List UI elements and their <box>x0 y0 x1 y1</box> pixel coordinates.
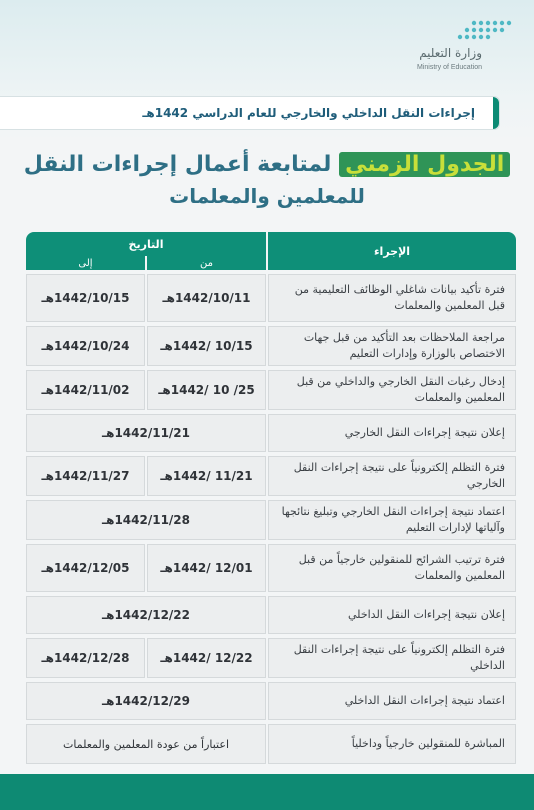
header-from: من <box>147 256 266 270</box>
table-row <box>26 326 516 366</box>
row-date: 1442/11/28هـ <box>26 500 266 540</box>
ministry-logo <box>408 18 518 78</box>
table-row <box>26 370 516 410</box>
title-rest: لمتابعة أعمال إجراءات النقل <box>23 152 332 177</box>
row-date-from: 1442/10/11هـ <box>147 274 266 322</box>
ministry-name-ar: وزارة التعليم <box>419 46 482 60</box>
row-date-to: 1442/11/27هـ <box>26 456 145 496</box>
page-subtitle: للمعلمين والمعلمات <box>169 184 365 208</box>
table-row <box>26 414 516 452</box>
page-title <box>0 152 534 177</box>
header-action: الإجراء <box>268 232 516 270</box>
table-header <box>26 232 516 270</box>
row-action: المباشرة للمنقولين خارجياً وداخلياً <box>268 724 516 764</box>
table-row <box>26 596 516 634</box>
row-action: إعلان نتيجة إجراءات النقل الداخلي <box>268 596 516 634</box>
table-row <box>26 724 516 764</box>
footer-bar <box>0 774 534 810</box>
table-row <box>26 544 516 592</box>
row-date-to: 1442/10/15هـ <box>26 274 145 322</box>
row-date-to: 1442/11/02هـ <box>26 370 145 410</box>
row-date-to: 1442/12/05هـ <box>26 544 145 592</box>
row-date-from: 10/15 /1442هـ <box>147 326 266 366</box>
row-action: فترة التظلم إلكترونياً على نتيجة إجراءات النقل الخارجي <box>268 456 516 496</box>
table-row <box>26 500 516 540</box>
row-action: مراجعة الملاحظات بعد التأكيد من قبل جهات الاختصاص بالوزارة وإدارات التعليم <box>268 326 516 366</box>
row-date-to: 1442/10/24هـ <box>26 326 145 366</box>
row-date: 1442/11/21هـ <box>26 414 266 452</box>
row-action: إعلان نتيجة إجراءات النقل الخارجي <box>268 414 516 452</box>
row-date-from: 25/ 10 /1442هـ <box>147 370 266 410</box>
row-date: 1442/12/29هـ <box>26 682 266 720</box>
row-date-from: 12/01 /1442هـ <box>147 544 266 592</box>
row-action: فترة ترتيب الشرائح للمنقولين خارجياً من قبل المعلمين والمعلمات <box>268 544 516 592</box>
row-action: اعتماد نتيجة إجراءات النقل الداخلي <box>268 682 516 720</box>
row-action: فترة تأكيد بيانات شاغلي الوظائف التعليمية من قبل المعلمين والمعلمات <box>268 274 516 322</box>
banner <box>0 96 500 130</box>
table-row <box>26 456 516 496</box>
row-date: 1442/12/22هـ <box>26 596 266 634</box>
row-action: اعتماد نتيجة إجراءات النقل الخارجي وتبليغ نتائجها وآلياتها لإدارات التعليم <box>268 500 516 540</box>
row-date-from: 11/21 /1442هـ <box>147 456 266 496</box>
table-body <box>26 274 516 764</box>
schedule-table <box>26 232 516 764</box>
row-date-from: 12/22 /1442هـ <box>147 638 266 678</box>
title-highlight: الجدول الزمني <box>339 152 510 177</box>
row-action: فترة التظلم إلكترونياً على نتيجة إجراءات النقل الداخلي <box>268 638 516 678</box>
table-row <box>26 638 516 678</box>
header-to: إلى <box>26 256 145 270</box>
banner-accent-bar <box>493 97 499 129</box>
header-date: التاريخ <box>26 232 266 256</box>
logo-dots-icon <box>414 18 514 44</box>
row-date: اعتباراً من عودة المعلمين والمعلمات <box>26 724 266 764</box>
ministry-name-en: Ministry of Education <box>417 64 482 71</box>
table-row <box>26 274 516 322</box>
row-date-to: 1442/12/28هـ <box>26 638 145 678</box>
row-action: إدخال رغبات النقل الخارجي والداخلي من قبل المعلمين والمعلمات <box>268 370 516 410</box>
banner-text: إجراءات النقل الداخلي والخارجي للعام الدراسي 1442هـ <box>142 106 475 120</box>
table-row <box>26 682 516 720</box>
